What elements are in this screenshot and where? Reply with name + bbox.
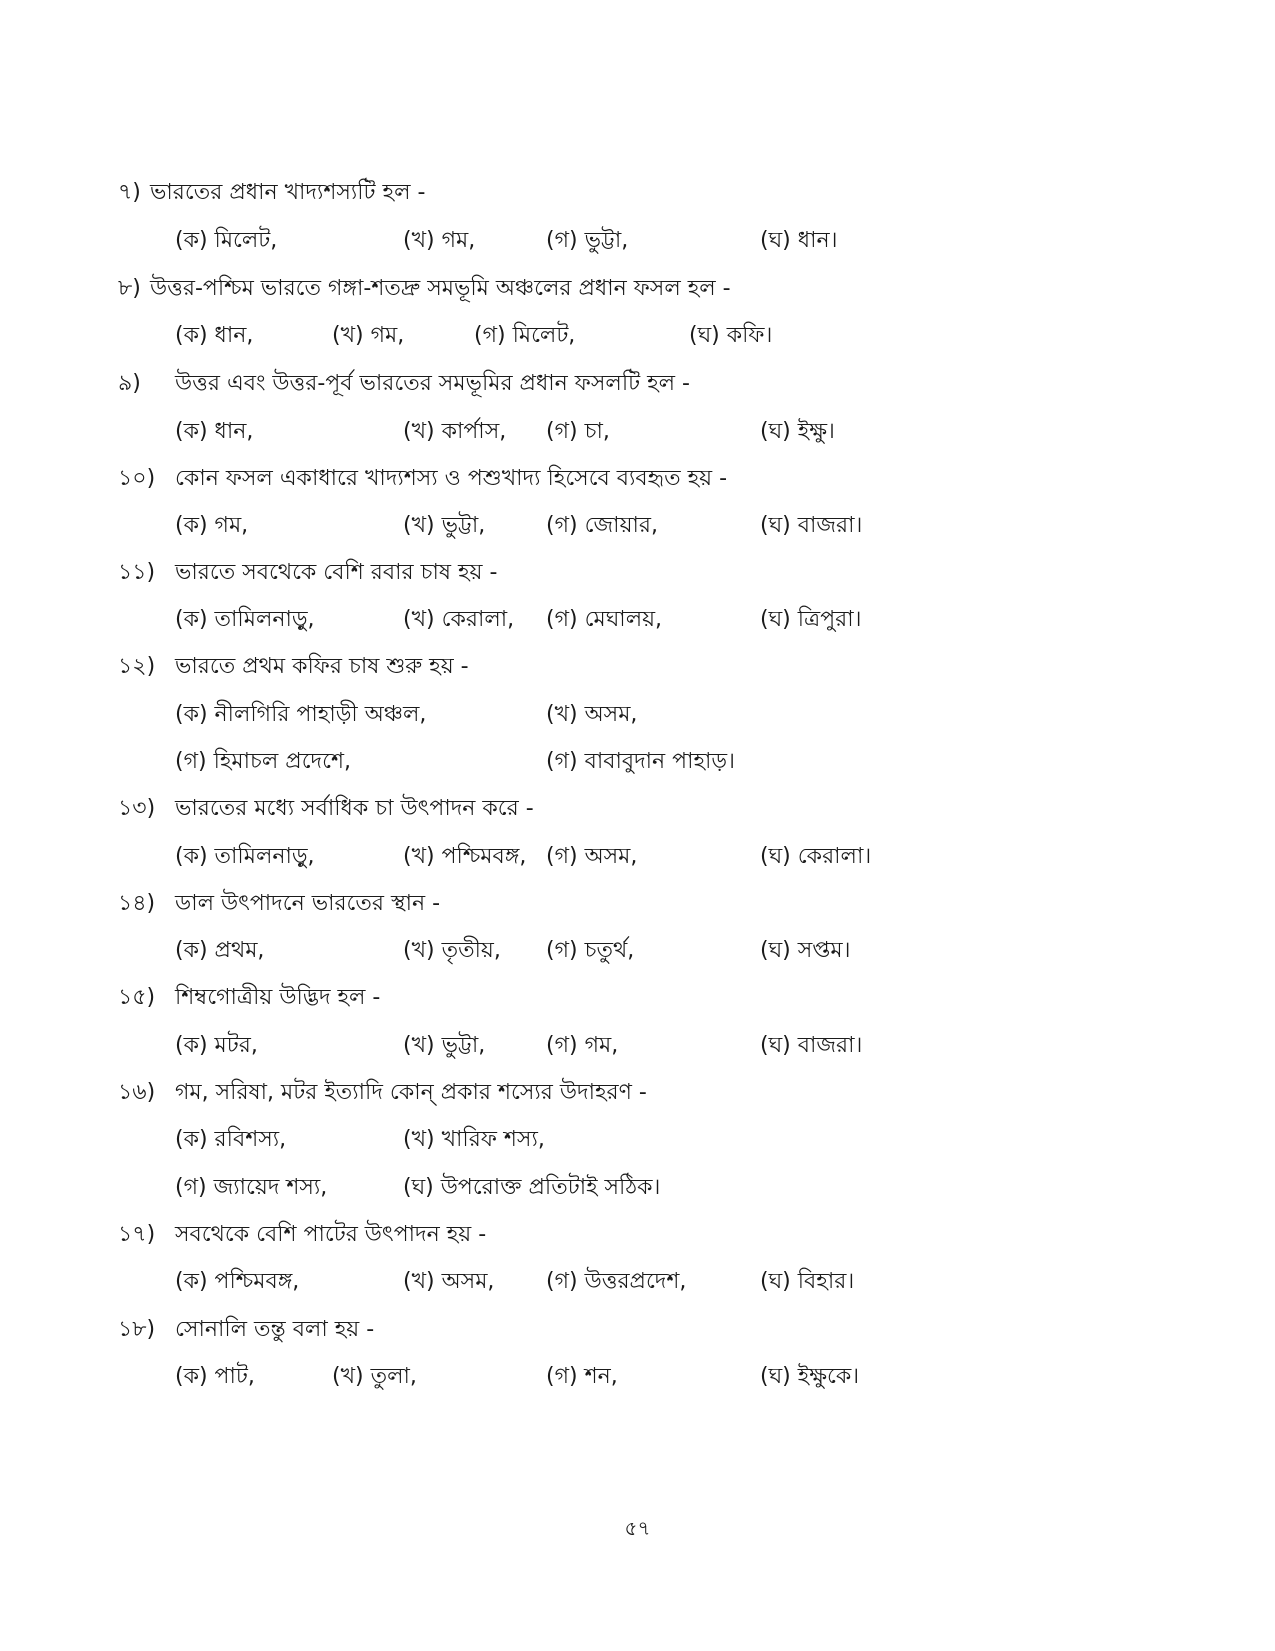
question-text: ভারতের মধ্যে সর্বাধিক চা উৎপাদন করে -: [175, 796, 534, 821]
question-number: ৮): [118, 276, 141, 301]
question-text: ভারতে সবথেকে বেশি রবার চাষ হয় -: [175, 560, 498, 585]
option: (গ) জ্যায়েদ শস্য,: [175, 1175, 328, 1200]
option: (ঘ) ধান।: [760, 228, 838, 253]
question-text: শিম্বগোত্রীয় উদ্ভিদ হল -: [175, 985, 381, 1010]
option: (গ) শন,: [546, 1364, 618, 1389]
option: (গ) মিলেট,: [474, 323, 576, 348]
option: (ক) মটর,: [175, 1033, 258, 1058]
question-text: ডাল উৎপাদনে ভারতের স্থান -: [175, 891, 441, 916]
question-text: ভারতের প্রধান খাদ্যশস্যটি হল -: [150, 180, 426, 205]
option: (ঘ) ইক্ষুকে।: [760, 1364, 860, 1389]
option: (গ) জোয়ার,: [546, 513, 659, 538]
question-number: ১২): [118, 654, 156, 679]
option: (গ) ভুট্টা,: [546, 228, 629, 253]
option: (খ) ভুট্টা,: [403, 513, 486, 538]
option: (ঘ) সপ্তম।: [760, 938, 851, 963]
option: (গ) চতুর্থ,: [546, 938, 635, 963]
option: (ঘ) ত্রিপুরা।: [760, 607, 862, 632]
option: (ঘ) উপরোক্ত প্রতিটাই সঠিক।: [403, 1175, 661, 1200]
question-number: ৭): [118, 180, 141, 205]
option: (খ) গম,: [403, 228, 476, 253]
option: (গ) গম,: [546, 1033, 619, 1058]
question-text: কোন ফসল একাধারে খাদ্যশস্য ও পশুখাদ্য হিসেবে ব্যবহৃত হয় -: [175, 466, 728, 491]
option: (গ) চা,: [546, 419, 610, 444]
option: (ক) তামিলনাড়ু,: [175, 844, 315, 869]
question-number: ১৪): [118, 891, 156, 916]
option: (খ) খারিফ শস্য,: [403, 1127, 545, 1152]
question-number: ১৭): [118, 1222, 156, 1247]
question-number: ৯): [118, 371, 141, 396]
option: (খ) গম,: [332, 323, 405, 348]
question-number: ১১): [118, 560, 156, 585]
option: (ঘ) বিহার।: [760, 1269, 855, 1294]
question-number: ১৩): [118, 796, 156, 821]
option: (ক) ধান,: [175, 419, 254, 444]
option: (খ) কেরালা,: [403, 607, 515, 632]
option: (খ) কার্পাস,: [403, 419, 507, 444]
option: (ক) মিলেট,: [175, 228, 278, 253]
option: (খ) ভুট্টা,: [403, 1033, 486, 1058]
option: (ক) তামিলনাড়ু,: [175, 607, 315, 632]
option: (ঘ) কফি।: [689, 323, 773, 348]
option: (গ) বাবাবুদান পাহাড়।: [546, 749, 735, 774]
question-text: উত্তর-পশ্চিম ভারতে গঙ্গা-শতদ্রু সমভূমি অঞ্চলের প্রধান ফসল হল -: [150, 276, 731, 301]
option: (ক) ধান,: [175, 323, 254, 348]
option: (খ) তুলা,: [332, 1364, 417, 1389]
option: (ঘ) বাজরা।: [760, 513, 863, 538]
option: (ঘ) ইক্ষু।: [760, 419, 835, 444]
option: (ক) গম,: [175, 513, 249, 538]
option: (গ) উত্তরপ্রদেশ,: [546, 1269, 687, 1294]
option: (গ) অসম,: [546, 844, 638, 869]
question-text: ভারতে প্রথম কফির চাষ শুরু হয় -: [175, 654, 469, 679]
option: (গ) মেঘালয়,: [546, 607, 663, 632]
question-text: সোনালি তন্তু বলা হয় -: [175, 1317, 375, 1342]
option: (ঘ) বাজরা।: [760, 1033, 863, 1058]
option: (ক) পাট,: [175, 1364, 255, 1389]
option: (খ) তৃতীয়,: [403, 938, 501, 963]
question-text: উত্তর এবং উত্তর-পূর্ব ভারতের সমভূমির প্রধান ফসলটি হল -: [175, 371, 690, 396]
page-number: ৫৭: [624, 1516, 651, 1540]
question-text: গম, সরিষা, মটর ইত্যাদি কোন্ প্রকার শস্যের উদাহরণ -: [175, 1080, 647, 1105]
option: (ক) রবিশস্য,: [175, 1127, 287, 1152]
option: (ক) পশ্চিমবঙ্গ,: [175, 1269, 300, 1294]
option: (খ) অসম,: [546, 702, 638, 727]
option: (গ) হিমাচল প্রদেশে,: [175, 749, 351, 774]
option: (খ) অসম,: [403, 1269, 495, 1294]
option: (ঘ) কেরালা।: [760, 844, 872, 869]
question-number: ১০): [118, 466, 156, 491]
question-number: ১৮): [118, 1317, 156, 1342]
option: (খ) পশ্চিমবঙ্গ,: [403, 844, 527, 869]
option: (ক) প্রথম,: [175, 938, 265, 963]
option: (ক) নীলগিরি পাহাড়ী অঞ্চল,: [175, 702, 427, 727]
question-number: ১৫): [118, 985, 156, 1010]
question-text: সবথেকে বেশি পাটের উৎপাদন হয় -: [175, 1222, 487, 1247]
question-number: ১৬): [118, 1080, 156, 1105]
